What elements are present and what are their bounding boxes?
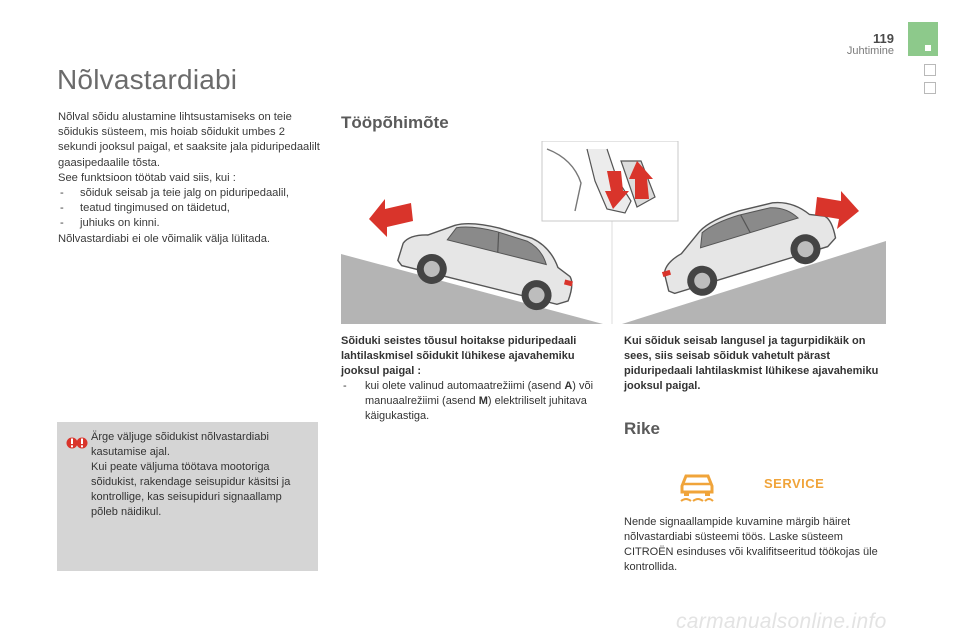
warning-text bbox=[91, 430, 309, 520]
condition-item: - juhiuks on kinni. bbox=[58, 216, 324, 231]
page-number: 119 bbox=[873, 31, 894, 46]
warning-line: Ärge väljuge sõidukist nõlvastardiabi kasutamise ajal. bbox=[91, 431, 269, 458]
uphill-caption bbox=[341, 334, 603, 424]
chapter-tab-active[interactable] bbox=[908, 22, 938, 56]
reverse-caption: Kui sõiduk seisab langusel ja tagurpidikäik on sees, siis seisab sõiduk vahetult pärast piduripedaali lahtilaskmist lühikese ajavahemiku jooksul paigal. bbox=[624, 335, 879, 392]
intro-note: Nõlvastardiabi ei ole võimalik välja lülitada. bbox=[58, 232, 271, 245]
arrow-left-icon bbox=[369, 199, 413, 237]
condition-item: - teatud tingimused on täidetud, bbox=[58, 201, 324, 216]
caption-text: ) või manuaalrežiimi (asend bbox=[365, 380, 594, 407]
uphill-caption-item bbox=[341, 379, 603, 424]
conditions-intro: See funktsioon töötab vaid siis, kui : bbox=[58, 171, 236, 184]
section-label: Juhtimine bbox=[846, 45, 894, 57]
intro-paragraph: Nõlval sõidu alustamine lihtsustamiseks on teie sõidukis süsteem, mis hoiab sõidukit umbes 2 sekundi jooksul paigal, et saaksite jala piduripedaalilt gaasipedaalile tõsta. bbox=[58, 111, 320, 169]
fault-title: Rike bbox=[624, 419, 660, 438]
operation-title: Tööpõhimõte bbox=[341, 113, 449, 132]
fault-text: Nende signaallampide kuvamine märgib häiret nõlvastardiabi süsteemi töös. Laske süsteem CITROËN esinduses või kvalifitseeritud töökojas üle kontrollida. bbox=[624, 516, 878, 573]
watermark: carmanualsonline.info bbox=[676, 610, 887, 633]
condition-item: - sõiduk seisab ja teie jalg on piduripedaalil, bbox=[58, 186, 324, 201]
caption-text: ) elektriliselt juhitava käigukastiga. bbox=[365, 395, 587, 422]
mode-a-label: A bbox=[564, 380, 573, 392]
hill-illustration bbox=[341, 141, 886, 324]
warning-exclamation-icon bbox=[66, 432, 88, 454]
pedal-inset-illustration bbox=[542, 141, 678, 221]
hill-start-fault-icon bbox=[676, 470, 718, 504]
page-title: Nõlvastardiabi bbox=[57, 64, 238, 95]
mode-m-label: M bbox=[478, 395, 488, 407]
warning-line: Kui peate väljuma töötava mootoriga sõidukist, rakendage seisupidur käsitsi ja kontrollige, kas seisupiduri signaallamp põleb näidikul. bbox=[91, 461, 291, 518]
caption-text: kui olete valinud automaatrežiimi (asend bbox=[365, 380, 565, 392]
service-icon: SERVICE bbox=[764, 476, 825, 491]
chapter-tab[interactable] bbox=[924, 82, 936, 94]
uphill-caption-text: Sõiduki seistes tõusul hoitakse piduripedaali lahtilaskmisel sõidukit lühikese ajavahemiku jooksul paigal : bbox=[341, 335, 577, 377]
chapter-tab[interactable] bbox=[924, 64, 936, 76]
intro-text bbox=[58, 110, 324, 247]
